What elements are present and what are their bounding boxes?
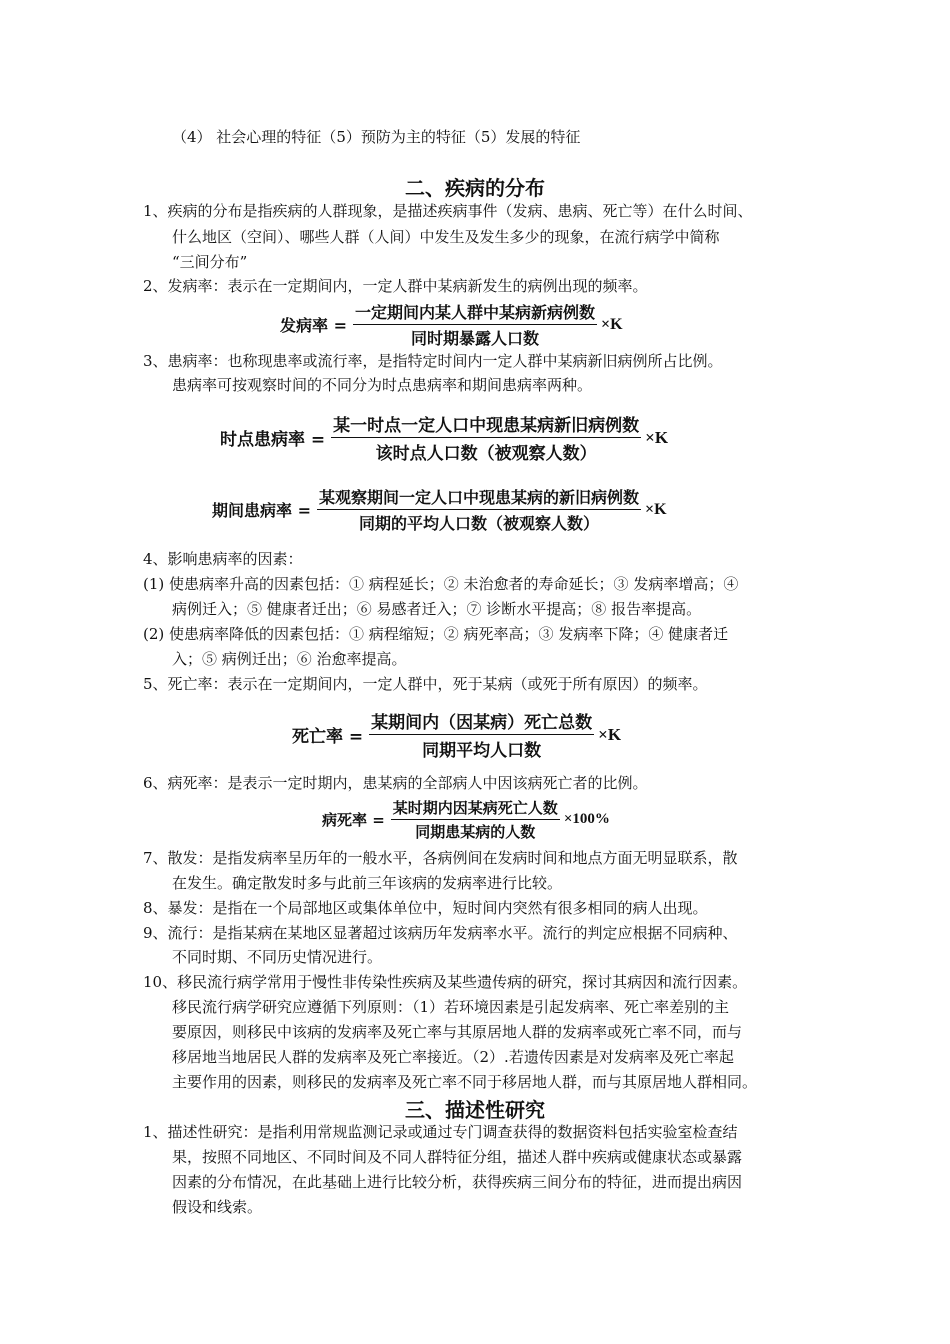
paragraph-10-line-5: 主要作用的因素，则移民的发病率及死亡率不同于移居地人群，而与其原居地人群相同。: [172, 1073, 758, 1091]
paragraph-7-line-2: 在发生。确定散发时多与此前三年该病的发病率进行比较。: [172, 874, 563, 892]
formula-fraction: [369, 708, 594, 761]
formula-denominator: 该时点人口数（被观察人数）: [375, 444, 597, 464]
formula-mortality-rate: [292, 708, 621, 761]
formula-period-prevalence: [212, 485, 667, 534]
paragraph-6: 6、病死率：是表示一定时期内，患某病的全部病人中因该病死亡者的比例。: [143, 774, 648, 792]
formula-fraction: [353, 300, 597, 349]
paragraph-10-line-4: 移居地当地居民人群的发病率及死亡率接近。（2）.若遗传因素是对发病率及死亡率起: [172, 1048, 734, 1066]
paragraph-4-2-line-1: (2) 使患病率降低的因素包括：① 病程缩短；② 病死率高；③ 发病率下降；④ 健康者迁: [143, 625, 729, 643]
formula-incidence-rate: [280, 300, 623, 349]
paragraph-4: 4、影响患病率的因素：: [143, 550, 303, 568]
formula-denominator: 同期平均人口数: [422, 741, 542, 761]
s3-paragraph-1-line-4: 假设和线索。: [172, 1198, 263, 1216]
formula-multiplier: ×K: [598, 724, 622, 744]
paragraph-10-line-3: 要原因，则移民中该病的发病率及死亡率与其原居地人群的发病率或死亡率不同，而与: [172, 1023, 743, 1041]
s3-paragraph-1-line-2: 果，按照不同地区、不同时间及不同人群特征分组，描述人群中疾病或健康状态或暴露: [172, 1148, 743, 1166]
section-title-distribution: 二、疾病的分布: [405, 176, 545, 200]
formula-point-prevalence: [220, 411, 668, 464]
formula-multiplier: ×100%: [563, 811, 610, 827]
formula-fraction: [317, 485, 641, 534]
formula-multiplier: ×K: [645, 427, 669, 447]
paragraph-1-line-2: 什么地区（空间）、哪些人群（人间）中发生及发生多少的现象，在流行病学中简称: [172, 228, 720, 246]
paragraph-3-line-2: 患病率可按观察时间的不同分为时点患病率和期间患病率两种。: [172, 376, 593, 394]
paragraph-2: 2、发病率：表示在一定期间内，一定人群中某病新发生的病例出现的频率。: [143, 277, 648, 295]
formula-numerator: 某一时点一定人口中现患某病新旧病例数: [331, 411, 641, 438]
paragraph-10-line-2: 移民流行病学研究应遵循下列原则：（1）若环境因素是引起发病率、死亡率差别的主: [172, 998, 730, 1016]
paragraph-5: 5、死亡率：表示在一定期间内，一定人群中，死于某病（或死于所有原因）的频率。: [143, 675, 708, 693]
paragraph-1-line-3: “三间分布”: [172, 253, 248, 271]
paragraph-1-line-1: 1、疾病的分布是指疾病的人群现象，是描述疾病事件（发病、患病、死亡等）在什么时间、: [143, 202, 753, 220]
paragraph-9-line-1: 9、流行：是指某病在某地区显著超过该病历年发病率水平。流行的判定应根据不同病种、: [143, 924, 738, 942]
formula-denominator: 同时期暴露人口数: [410, 329, 539, 348]
formula-multiplier: ×K: [601, 315, 623, 333]
paragraph-8: 8、暴发：是指在一个局部地区或集体单位中，短时间内突然有很多相同的病人出现。: [143, 899, 708, 917]
paragraph-10-line-1: 10、移民流行病学常用于慢性非传染性疾病及某些遗传病的研究，探讨其病因和流行因素。: [143, 973, 748, 991]
formula-denominator: 同期的平均人口数（被观察人数）: [358, 514, 599, 533]
formula-lhs: 发病率 =: [280, 316, 347, 335]
formula-lhs: 死亡率 =: [292, 727, 364, 747]
formula-denominator: 同期患某病的人数: [415, 823, 536, 841]
s3-paragraph-1-line-1: 1、描述性研究：是指利用常规监测记录或通过专门调查获得的数据资料包括实验室检查结: [143, 1123, 738, 1141]
section-title-descriptive-study: 三、描述性研究: [405, 1098, 545, 1122]
formula-numerator: 某期间内（因某病）死亡总数: [369, 708, 594, 735]
paragraph-4-2-line-2: 入；⑤ 病例迁出；⑥ 治愈率提高。: [172, 650, 407, 668]
paragraph-7-line-1: 7、散发：是指发病率呈历年的一般水平，各病例间在发病时间和地点方面无明显联系，散: [143, 849, 738, 867]
paragraph-4-1-line-2: 病例迁入；⑤ 健康者迁出；⑥ 易感者迁入；⑦ 诊断水平提高；⑧ 报告率提高。: [172, 600, 702, 618]
paragraph-3-line-1: 3、患病率：也称现患率或流行率，是指特定时间内一定人群中某病新旧病例所占比例。: [143, 352, 723, 370]
formula-fraction: [391, 797, 560, 842]
top-line: （4） 社会心理的特征（5）预防为主的特征（5）发展的特征: [172, 128, 581, 146]
formula-lhs: 病死率 =: [322, 811, 385, 829]
paragraph-9-line-2: 不同时期、不同历史情况进行。: [172, 948, 383, 966]
formula-numerator: 某时期内因某病死亡人数: [391, 797, 560, 820]
s3-paragraph-1-line-3: 因素的分布情况，在此基础上进行比较分析，获得疾病三间分布的特征，进而提出病因: [172, 1173, 743, 1191]
formula-lhs: 时点患病率 =: [220, 430, 326, 450]
formula-multiplier: ×K: [645, 500, 667, 518]
paragraph-4-1-line-1: (1) 使患病率升高的因素包括：① 病程延长；② 未治愈者的寿命延长；③ 发病率增高；④: [143, 575, 739, 593]
formula-case-fatality-rate: [322, 797, 610, 842]
formula-lhs: 期间患病率 =: [212, 501, 311, 520]
formula-numerator: 一定期间内某人群中某病新病例数: [353, 300, 597, 325]
formula-numerator: 某观察期间一定人口中现患某病的新旧病例数: [317, 485, 641, 510]
formula-fraction: [331, 411, 641, 464]
